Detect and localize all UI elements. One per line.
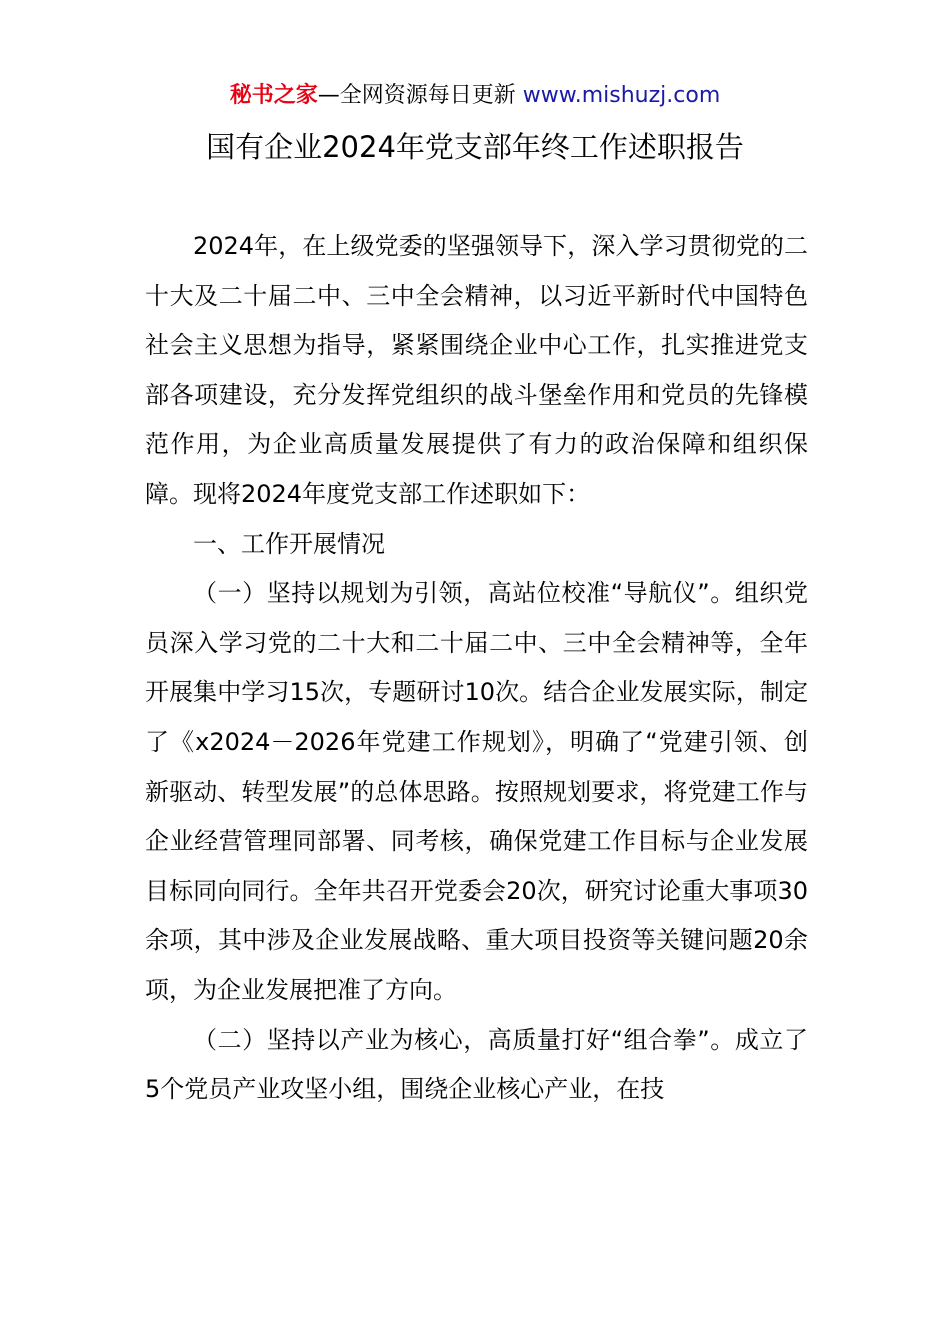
site-slogan: —全网资源每日更新: [317, 83, 516, 108]
site-brand: 秘书之家: [229, 83, 318, 108]
subsection-paragraph-1: （一）坚持以规划为引领，高站位校准“导航仪”。组织党员深入学习党的二十大和二十届二中、三中全会精神等，全年开展集中学习15次，专题研讨10次。结合企业发展实际，制定了《x2024－2026年党建工作规划》，明确了“党建引领、创新驱动、转型发展”的总体思路。按照规划要求，将党建工作与企业经营管理同部署、同考核，确保党建工作目标与企业发展目标同向同行。全年共召开党委会20次，研究讨论重大事项30余项，其中涉及企业发展战略、重大项目投资等关键问题20余项，为企业发展把准了方向。: [145, 579, 808, 1004]
site-url-link[interactable]: www.mishuzj.com: [522, 83, 721, 108]
section-heading: 一、工作开展情况: [193, 529, 385, 558]
site-header: [0, 80, 950, 112]
document-title: 国有企业2024年党支部年终工作述职报告: [206, 130, 744, 164]
subsection-paragraph-2: （二）坚持以产业为核心，高质量打好“组合拳”。成立了5个党员产业攻坚小组，围绕企业核心产业，在技: [145, 1025, 808, 1104]
intro-paragraph: 2024年，在上级党委的坚强领导下，深入学习贯彻党的二十大及二十届二中、三中全会精神，以习近平新时代中国特色社会主义思想为指导，紧紧围绕企业中心工作，扎实推进党支部各项建设，充分发挥党组织的战斗堡垒作用和党员的先锋模范作用，为企业高质量发展提供了有力的政治保障和组织保障。现将2024年度党支部工作述职如下：: [145, 232, 808, 508]
document-body: [145, 222, 808, 1115]
